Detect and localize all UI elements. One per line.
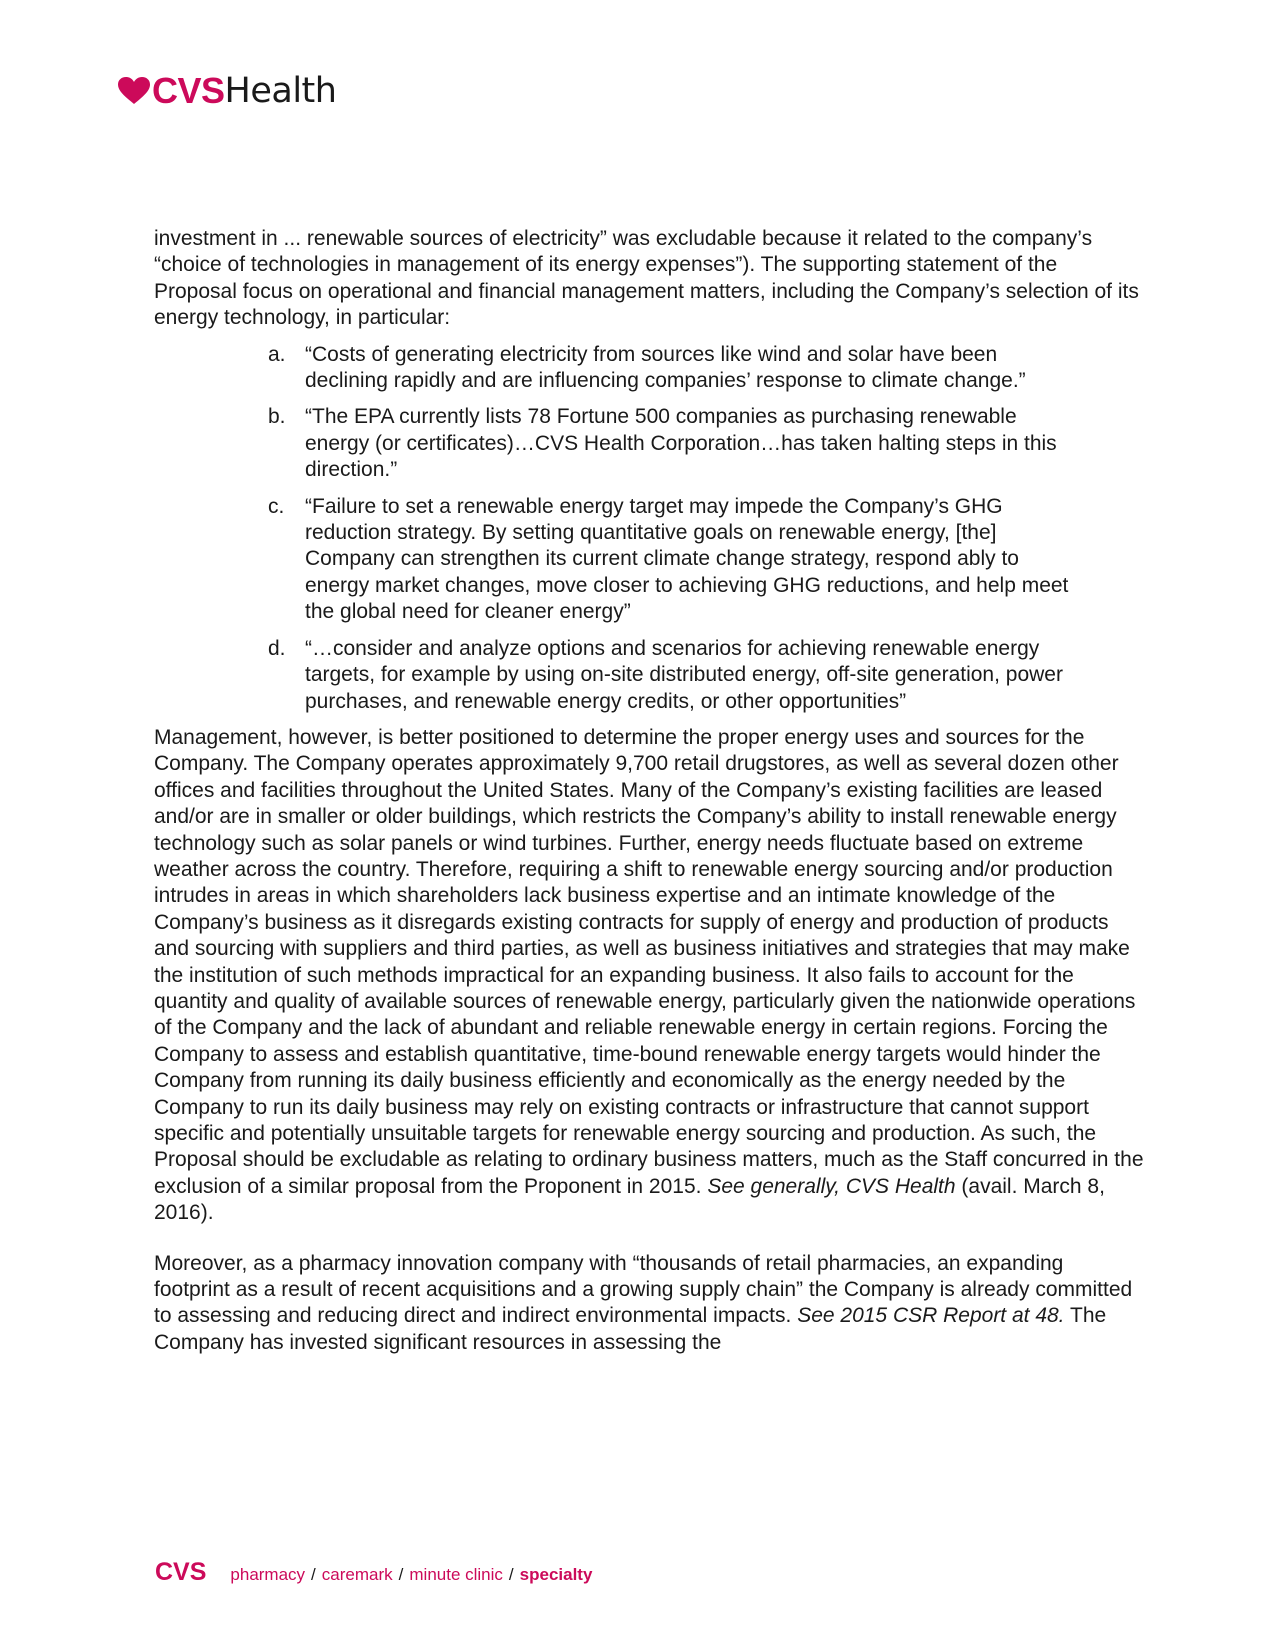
footer-brand-bar [155,1558,592,1587]
document-body [154,226,1144,1356]
list-item-text: “Costs of generating electricity from sources like wind and solar have been declining rapidly and are influencing companies’ response to climate change.” [305,342,1026,393]
list-item-text: “Failure to set a renewable energy target may impede the Company’s GHG reduction strategy. By setting quantitative goals on renewable energy, [the] Company can strengthen its current climate change strategy, respond ably to energy market changes, move closer to achieving GHG reductions, and help meet the global need for cleaner energy” [305,494,1069,624]
quote-list [154,342,1144,715]
list-item [154,404,1085,483]
heart-icon [118,77,150,105]
list-item-text: “The EPA currently lists 78 Fortune 500 companies as purchasing renewable energy (or certificates)…CVS Health Corporation…has taken halting steps in this direction.” [305,405,1057,482]
list-marker: d. [268,636,286,660]
logo-brand-bold: CVS [152,70,225,111]
list-item [154,494,1085,626]
list-marker: b. [268,405,286,429]
footer-logo: CVS [155,1558,207,1586]
logo-brand-light: Health [224,71,337,111]
footer-minute-clinic: minute clinic [409,1565,503,1584]
cvs-health-logo [118,70,336,112]
footer-caremark: caremark [321,1565,393,1584]
footer-specialty: specialty [519,1565,593,1584]
paragraph-text: Moreover, as a pharmacy innovation company with “thousands of retail pharmacies, an expanding footprint as a result of recent acquisitions and a growing supply chain” the Company is already committed to assessing and reducing direct and indirect environmental impacts. [154,1251,1133,1328]
citation: See generally, CVS Health [707,1174,956,1198]
list-item-text: “…consider and analyze options and scenarios for achieving renewable energy targets, for example by using on-site distributed energy, off-site generation, power purchases, and renewable energy credits, or other opportunities” [305,636,1063,713]
citation: See 2015 CSR Report at 48. [797,1304,1065,1328]
list-marker: c. [268,494,285,518]
moreover-paragraph [154,1251,1144,1357]
footer-separator: / [311,1565,316,1584]
paragraph-text: Management, however, is better positioned to determine the proper energy uses and sources for the Company. The Company operates approximately 9,700 retail drugstores, as well as several dozen other offices and facilities throughout the United States. Many of the Company’s existing facilities are leased and/or are in smaller or older buildings, which restricts the Company’s ability to install renewable energy technology such as solar panels or wind turbines. Further, energy needs fluctuate based on extreme weather across the country. Therefore, requiring a shift to renewable energy sourcing and/or production intrudes in areas in which shareholders lack business expertise and an intimate knowledge of the Company’s business as it disregards existing contracts for supply of energy and production of products and sourcing with suppliers and third parties, as well as business initiatives and strategies that may make the institution of such methods impractical for an expanding business. It also fails to account for the quantity and quality of available sources of renewable energy, particularly given the nationwide operations of the Company and the lack of abundant and reliable renewable energy in certain regions. Forcing the Company to assess and establish quantitative, time-bound renewable energy targets would hinder the Company from running its daily business efficiently and economically as the energy needed by the Company to run its daily business may rely on existing contracts or infrastructure that cannot support specific and potentially unsuitable targets for renewable energy sourcing and production. As such, the Proposal should be excludable as relating to ordinary business matters, much as the Staff concurred in the exclusion of a similar proposal from the Proponent in 2015. [154,725,1144,1198]
management-paragraph [154,725,1144,1227]
list-marker: a. [268,342,286,366]
intro-paragraph: investment in ... renewable sources of electricity” was excludable because it related to the company’s “choice of technologies in management of its energy expenses”). The supporting statement of the Proposal focus on operational and financial management matters, including the Company’s selection of its energy technology, in particular: [154,227,1139,330]
footer-separator: / [398,1565,404,1584]
paragraph-text-continued: The Company has invested significant resources in assessing the [154,1304,1107,1354]
footer-pharmacy: pharmacy [230,1565,306,1584]
footer-separator: / [508,1565,514,1584]
list-item [154,342,1085,395]
citation-detail: (avail. March 8, 2016). [154,1174,1105,1225]
list-item [154,636,1085,715]
